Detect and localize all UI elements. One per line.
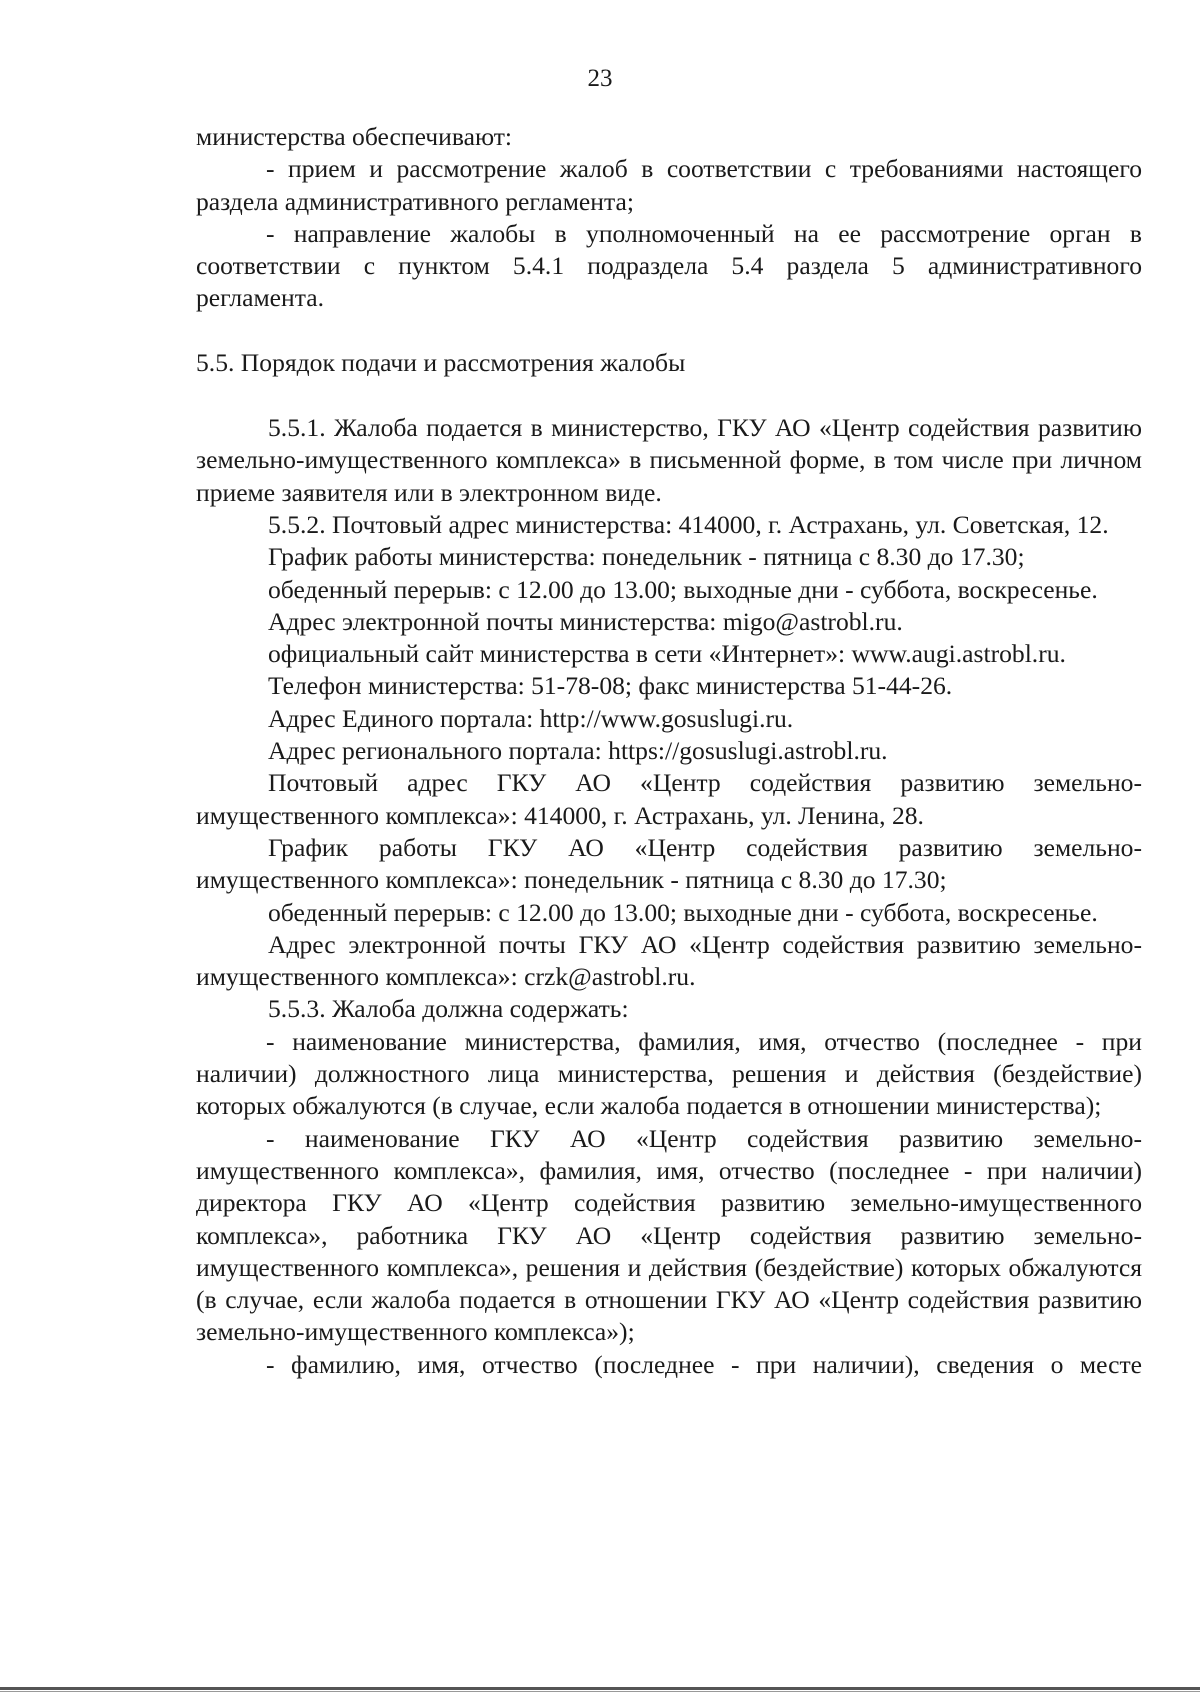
list-item-complaint-review: - прием и рассмотрение жалоб в соответствии с требованиями настоящего раздела административного регламента;	[196, 154, 1142, 216]
center-postal-address: Почтовый адрес ГКУ АО «Центр содействия развитию земельно-имущественного комплекса»: 414000, г. Астрахань, ул. Ленина, 28.	[196, 768, 1142, 830]
scan-edge-line-thin	[0, 1691, 1200, 1692]
paragraph-5-5-1: 5.5.1. Жалоба подается в министерство, ГКУ АО «Центр содействия развитию земельно-имущественного комплекса» в письменной форме, в том числе при личном приеме заявителя или в электронном виде.	[196, 413, 1142, 507]
paragraph-5-5-2: 5.5.2. Почтовый адрес министерства: 414000, г. Астрахань, ул. Советская, 12.	[268, 509, 1109, 539]
list-item-ministry-name: - наименование министерства, фамилия, имя, отчество (последнее - при наличии) должностного лица министерства, решения и действия (бездействие) которых обжалуются (в случае, если жалоба подается в отношении министерства);	[196, 1026, 1142, 1121]
ministry-email: Адрес электронной почты министерства: migo@astrobl.ru.	[268, 606, 903, 636]
ministry-break: обеденный перерыв: с 12.00 до 13.00; выходные дни - суббота, воскресенье.	[268, 574, 1098, 604]
list-item-applicant-name: - фамилию, имя, отчество (последнее - при наличии), сведения о месте	[266, 1349, 1142, 1379]
list-item-center-name: - наименование ГКУ АО «Центр содействия развитию земельно-имущественного комплекса», фамилия, имя, отчество (последнее - при наличии) директора ГКУ АО «Центр содействия развитию земельно-имущественного комплекса», работника ГКУ АО «Центр содействия развитию земельно-имущественного комплекса», решения и действия (бездействие) которых обжалуются (в случае, если жалоба подается в отношении ГКУ АО «Центр содействия развитию земельно-имущественного комплекса»);	[196, 1123, 1142, 1347]
center-break: обеденный перерыв: с 12.00 до 13.00; выходные дни - суббота, воскресенье.	[268, 897, 1098, 927]
page-number: 23	[587, 65, 613, 92]
scan-edge-line	[0, 1687, 1200, 1690]
ministry-schedule: График работы министерства: понедельник - пятница с 8.30 до 17.30;	[268, 542, 1025, 572]
regional-portal-address: Адрес регионального портала: https://gosuslugi.astrobl.ru.	[268, 736, 888, 766]
center-email: Адрес электронной почты ГКУ АО «Центр содействия развитию земельно-имущественного комплекса»: crzk@astrobl.ru.	[196, 929, 1142, 992]
section-heading: 5.5. Порядок подачи и рассмотрения жалобы	[196, 347, 686, 377]
unified-portal-address: Адрес Единого портала: http://www.gosuslugi.ru.	[268, 703, 794, 733]
document-body	[196, 121, 1142, 1381]
paragraph-intro: министерства обеспечивают:	[196, 122, 513, 151]
ministry-phone: Телефон министерства: 51-78-08; факс министерства 51-44-26.	[268, 671, 953, 701]
ministry-website: официальный сайт министерства в сети «Интернет»: www.augi.astrobl.ru.	[268, 639, 1066, 669]
list-item-complaint-forwarding: - направление жалобы в уполномоченный на ее рассмотрение орган в соответствии с пунктом 5.4.1 подраздела 5.4 раздела 5 административного регламента.	[196, 218, 1142, 313]
center-schedule: График работы ГКУ АО «Центр содействия развитию земельно-имущественного комплекса»: понедельник - пятница с 8.30 до 17.30;	[196, 832, 1142, 895]
paragraph-5-5-3: 5.5.3. Жалоба должна содержать:	[268, 994, 629, 1024]
